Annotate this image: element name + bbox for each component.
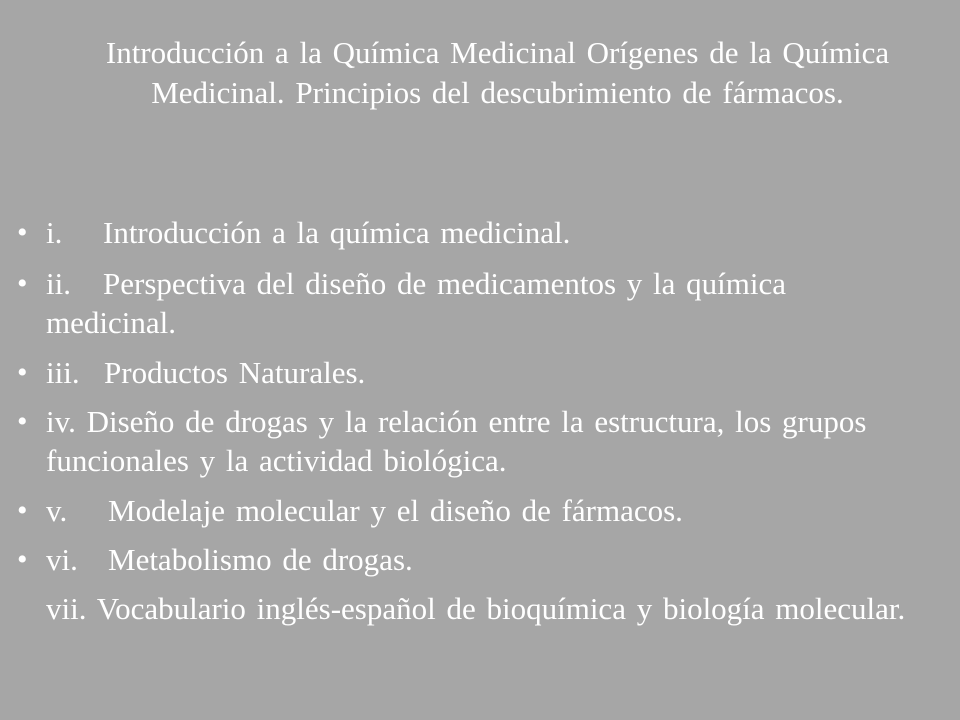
topic-item-6 (17, 540, 916, 579)
bullet-icon: • (17, 356, 28, 389)
topic-text: Modelaje molecular y el diseño de fármacos. (108, 493, 683, 528)
topic-text: Introducción a la química medicinal. (103, 215, 571, 250)
bullet-icon: • (17, 216, 28, 249)
bullet-icon: • (17, 543, 28, 576)
topic-text: Metabolismo de drogas. (108, 542, 413, 577)
bullet-icon: • (17, 494, 28, 527)
topic-item-2 (17, 264, 916, 342)
topic-number: i. (46, 215, 63, 250)
topic-number: iii. (46, 355, 80, 390)
bullet-icon: • (17, 267, 28, 300)
topic-number: iv. (46, 404, 76, 439)
topic-number: v. (46, 493, 68, 528)
topic-text: Productos Naturales. (104, 355, 366, 390)
topic-text: Vocabulario inglés-español de bioquímica y biología molecular. (96, 591, 906, 626)
topic-number: ii. (46, 266, 71, 301)
topic-number: vi. (46, 542, 78, 577)
topic-item-1 (17, 213, 916, 252)
slide-title: Introducción a la Química Medicinal Orígenes de la Química Medicinal. Principios del descubrimiento de fármacos. (105, 35, 890, 110)
topic-item-7 (46, 589, 916, 628)
topic-item-4 (17, 402, 916, 480)
topic-item-5 (17, 491, 916, 530)
topic-text: Diseño de drogas y la relación entre la estructura, los grupos funcionales y la actividad biológica. (46, 404, 867, 478)
topic-item-3 (17, 353, 916, 392)
bullet-icon: • (17, 405, 28, 438)
topic-text: Perspectiva del diseño de medicamentos y la química medicinal. (46, 266, 786, 340)
topic-number: vii. (46, 591, 87, 626)
